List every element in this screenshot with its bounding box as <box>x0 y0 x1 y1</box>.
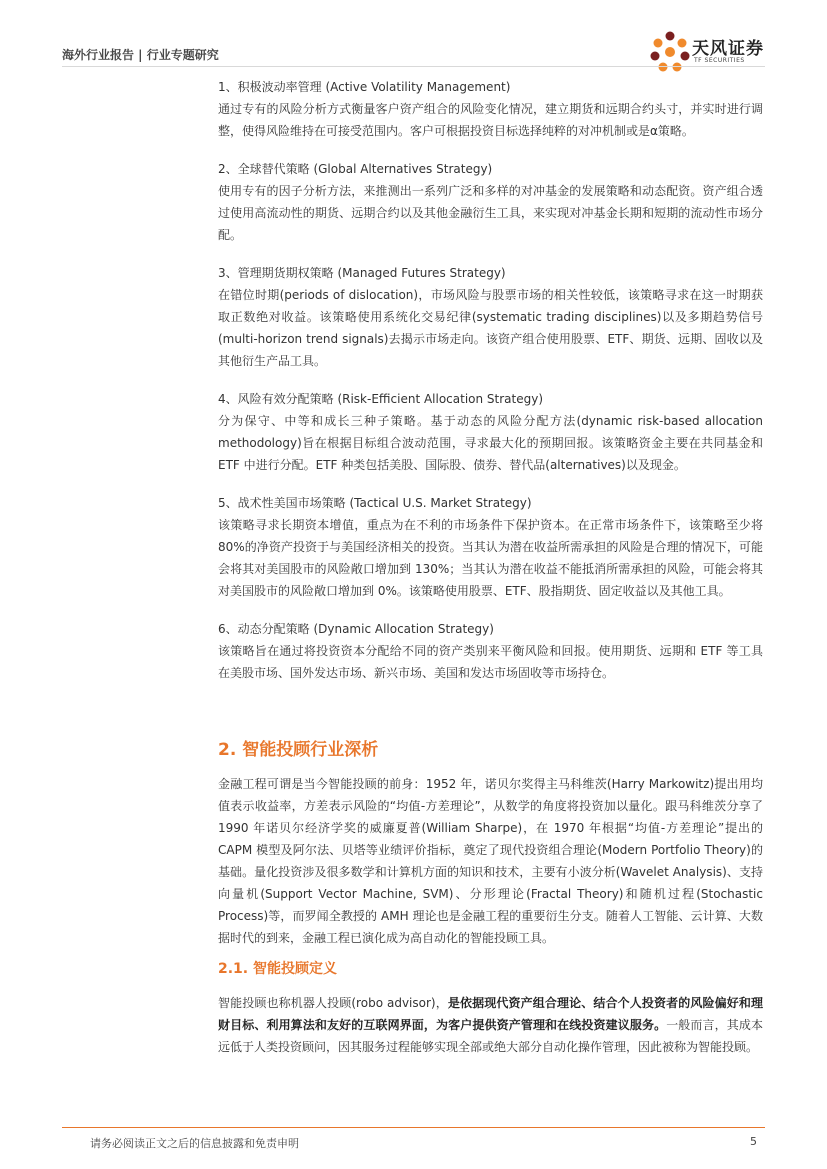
definition-tail: 一般而言，其成本远低于人类投资顾问，因其服务过程能够实现全部或绝大部分自动化操作管理，因此被称为智能投顾。 <box>218 1018 763 1054</box>
strategy-item <box>218 618 763 684</box>
strategy-body: 通过专有的风险分析方式衡量客户资产组合的风险变化情况，建立期货和远期合约头寸，并实时进行调整，使得风险维持在可接受范围内。客户可根据投资目标选择纯粹的对冲机制或是α策略。 <box>218 102 763 138</box>
strategy-title: 4、风险有效分配策略 (Risk-Efficient Allocation Strategy) <box>218 392 544 406</box>
subsection-heading: 2.1. 智能投顾定义 <box>218 961 337 977</box>
page-number: 5 <box>750 1135 757 1148</box>
definition-lead: 智能投顾也称机器人投顾(robo advisor)， <box>218 996 448 1010</box>
strategy-item <box>218 158 763 246</box>
strategy-title: 2、全球替代策略 (Global Alternatives Strategy) <box>218 162 493 176</box>
strategy-title: 3、管理期货期权策略 (Managed Futures Strategy) <box>218 266 506 280</box>
strategy-item <box>218 492 763 602</box>
logo-mark-icon <box>650 30 690 74</box>
strategy-title: 6、动态分配策略 (Dynamic Allocation Strategy) <box>218 622 494 636</box>
strategy-item <box>218 388 763 476</box>
section-heading: 2. 智能投顾行业深析 <box>218 740 379 760</box>
strategy-title: 1、积极波动率管理 (Active Volatility Management) <box>218 80 511 94</box>
strategy-item <box>218 262 763 372</box>
strategy-list <box>218 76 763 700</box>
strategy-body: 使用专有的因子分析方法，来推测出一系列广泛和多样的对冲基金的发展策略和动态配资。资产组合透过使用高流动性的期货、远期合约以及其他金融衍生工具，来实现对冲基金长期和短期的流动性市场分配。 <box>218 184 763 242</box>
strategy-body: 该策略旨在通过将投资资本分配给不同的资产类别来平衡风险和回报。使用期货、远期和 ETF 等工具在美股市场、国外发达市场、新兴市场、美国和发达市场固收等市场持仓。 <box>218 644 763 680</box>
tf-securities-logo <box>650 30 780 74</box>
header-divider <box>62 66 765 67</box>
strategy-body: 分为保守、中等和成长三种子策略。基于动态的风险分配方法(dynamic risk-based allocation methodology)旨在根据目标组合波动范围，寻求最大化的预期回报。该策略资金主要在共同基金和 ETF 中进行分配。ETF 种类包括美股、国际股、债券、替代品(alternatives)以及现金。 <box>218 414 763 472</box>
footer-disclaimer: 请务必阅读正文之后的信息披露和免责申明 <box>90 1137 299 1150</box>
strategy-item <box>218 76 763 142</box>
section-intro-paragraph: 金融工程可谓是当今智能投顾的前身：1952 年，诺贝尔奖得主马科维茨(Harry Markowitz)提出用均值表示收益率，方差表示风险的“均值-方差理论”，从数学的角度将投资加以量化。跟马科维茨分享了 1990 年诺贝尔经济学奖的威廉夏普(William Sharpe)，在 1970 年根据“均值-方差理论”提出的 CAPM 模型及阿尔法、贝塔等业绩评价指标，奠定了现代投资组合理论(Modern Portfolio Theory)的基础。量化投资涉及很多数学和计算机方面的知识和技术，主要有小波分析(Wavelet Analysis)、支持向量机(Support Vector Machine, SVM)、分形理论(Fractal Theory)和随机过程(Stochastic Process)等，而罗闻全教授的 AMH 理论也是金融工程的重要衍生分支。随着人工智能、云计算、大数据时代的到来，金融工程已演化成为高自动化的智能投顾工具。 <box>218 777 763 945</box>
definition-bold-text: 是依据现代资产组合理论、结合个人投资者的风险偏好和理财目标、利用算法和友好的互联网界面，为客户提供资产管理和在线投资建议服务。 <box>218 996 763 1032</box>
strategy-body: 该策略寻求长期资本增值，重点为在不利的市场条件下保护资本。在正常市场条件下，该策略至少将 80%的净资产投资于与美国经济相关的投资。当其认为潜在收益所需承担的风险是合理的情况下，可能会将其对美国股市的风险敞口增加到 130%；当其认为潜在收益不能抵消所需承担的风险，可能会将其对美国股市的风险敞口增加到 0%。该策略使用股票、ETF、股指期货、固定收益以及其他工具。 <box>218 518 763 598</box>
strategy-title: 5、战术性美国市场策略 (Tactical U.S. Market Strategy) <box>218 496 532 510</box>
strategy-body: 在错位时期(periods of dislocation)，市场风险与股票市场的相关性较低，该策略寻求在这一时期获取正数绝对收益。该策略使用系统化交易纪律(systematic trading disciplines)以及多期趋势信号(multi-horizon trend signals)去揭示市场走向。该资产组合使用股票、ETF、期货、远期、固收以及其他衍生产品工具。 <box>218 288 763 368</box>
report-header-title: 海外行业报告 | 行业专题研究 <box>62 48 219 62</box>
footer-divider <box>62 1127 765 1128</box>
logo-text-en: TF SECURITIES <box>694 57 745 64</box>
definition-paragraph <box>218 992 763 1058</box>
logo-text-cn: 天风证券 <box>692 39 764 59</box>
